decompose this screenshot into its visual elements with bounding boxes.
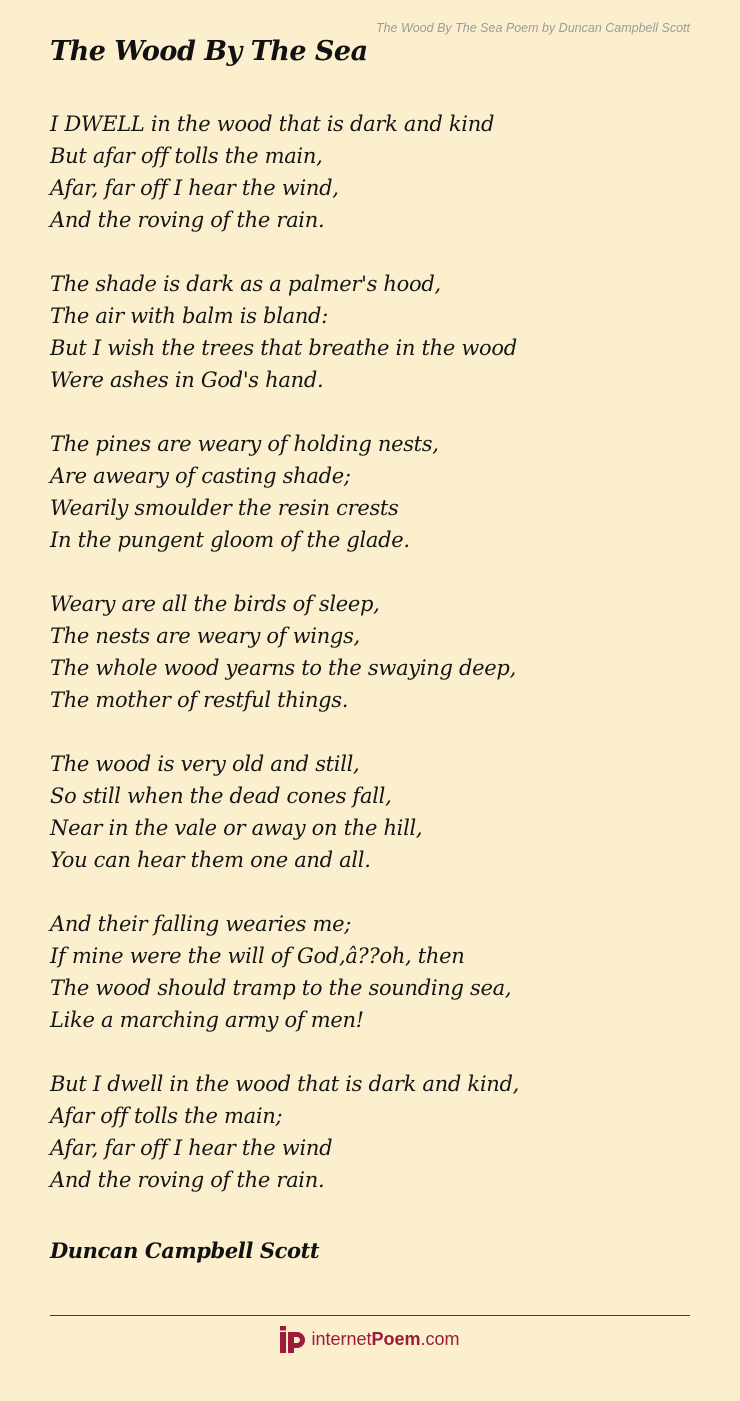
footer-brand-link[interactable] — [0, 1326, 740, 1353]
poem-body — [50, 108, 700, 1228]
brand-suffix: .com — [420, 1329, 460, 1349]
header-caption: The Wood By The Sea Poem by Duncan Campbell Scott — [375, 21, 690, 35]
poem-line: The air with balm is bland: — [50, 304, 328, 328]
poem-line: Wearily smoulder the resin crests — [50, 496, 399, 520]
poem-line: And the roving of the rain. — [50, 1168, 325, 1192]
stanza — [50, 748, 700, 876]
poem-line: In the pungent gloom of the glade. — [50, 528, 410, 552]
stanza — [50, 588, 700, 716]
poem-line: Are aweary of casting shade; — [50, 464, 351, 488]
poem-line: And the roving of the rain. — [50, 208, 325, 232]
poem-line: I DWELL in the wood that is dark and kind — [50, 112, 495, 136]
poem-line: You can hear them one and all. — [50, 848, 371, 872]
poem-line: Weary are all the birds of sleep, — [50, 592, 380, 616]
poem-line: Afar, far off I hear the wind, — [50, 176, 339, 200]
poem-line: The shade is dark as a palmer's hood, — [50, 272, 441, 296]
poem-line: But I dwell in the wood that is dark and kind, — [50, 1072, 519, 1096]
brand-name — [311, 1329, 459, 1350]
stanza — [50, 108, 700, 236]
poem-line: Were ashes in God's hand. — [50, 368, 324, 392]
poem-line: If mine were the will of God,â??oh, then — [50, 944, 465, 968]
stanza — [50, 428, 700, 556]
poem-line: Afar off tolls the main; — [50, 1104, 283, 1128]
poem-line: But I wish the trees that breathe in the wood — [50, 336, 517, 360]
poem-line: Afar, far off I hear the wind — [50, 1136, 333, 1160]
poem-line: The wood should tramp to the sounding sea, — [50, 976, 512, 1000]
stanza — [50, 908, 700, 1036]
poem-line: But afar off tolls the main, — [50, 144, 323, 168]
poem-line: The nests are weary of wings, — [50, 624, 360, 648]
stanza — [50, 268, 700, 396]
stanza — [50, 1068, 700, 1196]
poem-line: Near in the vale or away on the hill, — [50, 816, 423, 840]
poem-line: The wood is very old and still, — [50, 752, 360, 776]
poem-line: So still when the dead cones fall, — [50, 784, 392, 808]
brand-prefix: internet — [311, 1329, 372, 1349]
poem-line: Like a marching army of men! — [50, 1008, 364, 1032]
footer-divider — [50, 1315, 690, 1316]
brand-main: Poem — [371, 1329, 421, 1349]
poem-line: The pines are weary of holding nests, — [50, 432, 439, 456]
poem-author: Duncan Campbell Scott — [50, 1238, 320, 1263]
poem-line: The whole wood yearns to the swaying deep, — [50, 656, 516, 680]
poem-line: The mother of restful things. — [50, 688, 349, 712]
ip-logo-icon — [280, 1326, 305, 1353]
poem-title: The Wood By The Sea — [50, 36, 368, 67]
poem-line: And their falling wearies me; — [50, 912, 351, 936]
